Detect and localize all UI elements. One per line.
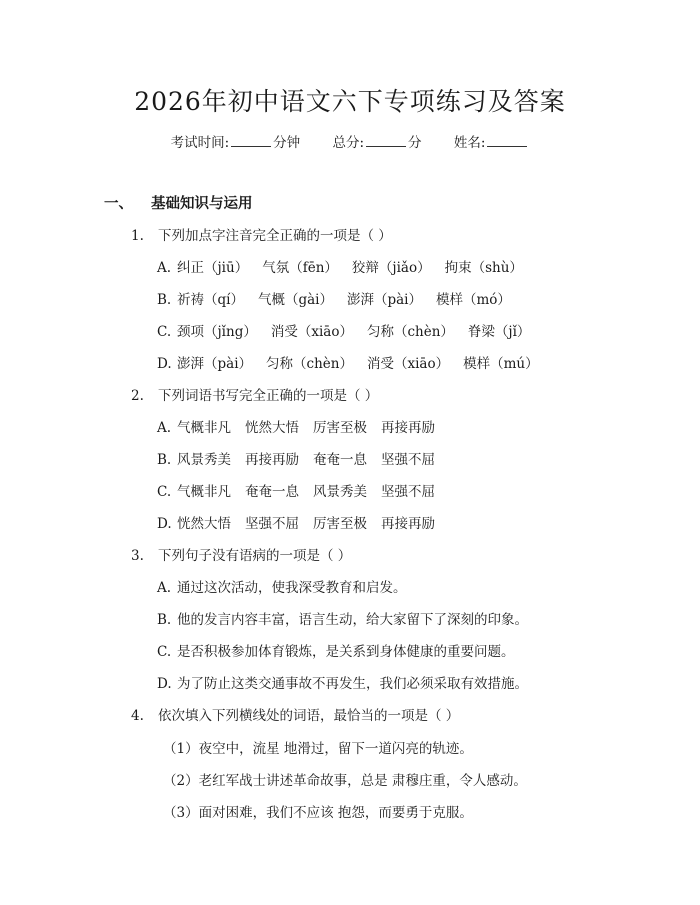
total-score-blank bbox=[366, 134, 406, 147]
option-text: 通过这次活动，使我深受教育和启发。 bbox=[177, 580, 407, 596]
option-letter: A. bbox=[157, 260, 172, 276]
question-number: 2. bbox=[131, 388, 144, 404]
option-word: 匀称（chèn） bbox=[366, 324, 454, 340]
q2-option-d bbox=[157, 512, 449, 532]
option-word: 气概（gài） bbox=[257, 292, 333, 308]
option-word: 模样（mú） bbox=[463, 356, 539, 372]
question-3 bbox=[131, 544, 351, 564]
option-word: 脊梁（jǐ） bbox=[467, 324, 531, 340]
option-letter: A. bbox=[157, 420, 172, 436]
question-4 bbox=[131, 704, 459, 724]
option-word: 澎湃（pài） bbox=[346, 292, 422, 308]
question-number: 3. bbox=[131, 548, 144, 564]
name-blank bbox=[487, 134, 527, 147]
total-score-field bbox=[332, 135, 425, 151]
option-word: 气概非凡 bbox=[177, 484, 231, 500]
exam-time-blank bbox=[231, 134, 271, 147]
exam-time-field bbox=[171, 135, 305, 151]
option-word: 坚强不屈 bbox=[381, 452, 435, 468]
q3-option-a bbox=[157, 576, 407, 596]
option-letter: C. bbox=[157, 324, 172, 340]
q1-option-c bbox=[157, 320, 544, 340]
question-number: 4. bbox=[131, 708, 144, 724]
q4-item-3: （3）面对困难，我们不应该 抱怨，而要勇于克服。 bbox=[163, 805, 473, 821]
option-word: 奄奄一息 bbox=[245, 484, 299, 500]
option-word: 风景秀美 bbox=[313, 484, 367, 500]
section-heading bbox=[104, 192, 253, 213]
q1-option-a bbox=[157, 256, 537, 276]
q2-option-b bbox=[157, 448, 449, 468]
option-word: 厉害至极 bbox=[313, 516, 367, 532]
option-letter: B. bbox=[157, 612, 172, 628]
option-letter: B. bbox=[157, 452, 172, 468]
section-title: 基础知识与运用 bbox=[151, 195, 253, 212]
option-text: 他的发言内容丰富，语言生动，给大家留下了深刻的印象。 bbox=[177, 612, 528, 628]
option-word: 奄奄一息 bbox=[313, 452, 367, 468]
question-text: 下列加点字注音完全正确的一项是（ ） bbox=[158, 228, 392, 244]
option-word: 气氛（fēn） bbox=[262, 260, 338, 276]
option-word: 匀称（chèn） bbox=[266, 356, 353, 372]
question-text: 依次填入下列横线处的词语，最恰当的一项是（ ） bbox=[158, 708, 460, 724]
q3-option-b bbox=[157, 608, 528, 628]
q2-option-a bbox=[157, 416, 449, 436]
option-letter: C. bbox=[157, 484, 172, 500]
question-text: 下列词语书写完全正确的一项是（ ） bbox=[158, 388, 379, 404]
option-letter: C. bbox=[157, 644, 172, 660]
option-word: 再接再励 bbox=[245, 452, 299, 468]
question-2 bbox=[131, 384, 378, 404]
q4-item-2: （2）老红军战士讲述革命故事，总是 肃穆庄重，令人感动。 bbox=[163, 773, 527, 789]
option-word: 拘束（shù） bbox=[444, 260, 523, 276]
section-number: 一、 bbox=[104, 195, 133, 212]
q1-option-d bbox=[157, 352, 553, 372]
option-word: 消受（xiāo） bbox=[270, 324, 353, 340]
option-word: 颈项（jǐng） bbox=[177, 324, 257, 340]
option-word: 坚强不屈 bbox=[381, 484, 435, 500]
q1-option-b bbox=[157, 288, 525, 308]
option-letter: D. bbox=[157, 356, 172, 372]
total-score-label: 总分: bbox=[332, 135, 365, 151]
option-text: 为了防止这类交通事故不再发生，我们必须采取有效措施。 bbox=[177, 676, 528, 692]
option-word: 澎湃（pài） bbox=[177, 356, 253, 372]
total-score-unit: 分 bbox=[408, 135, 422, 151]
option-word: 纠正（jiū） bbox=[177, 260, 249, 276]
option-word: 祈祷（qí） bbox=[177, 292, 244, 308]
option-letter: A. bbox=[157, 580, 172, 596]
q3-option-d bbox=[157, 672, 528, 692]
q2-option-c bbox=[157, 480, 449, 500]
page-title: 2026年初中语文六下专项练习及答案 bbox=[134, 87, 566, 116]
option-text: 是否积极参加体育锻炼，是关系到身体健康的重要问题。 bbox=[177, 644, 515, 660]
option-letter: D. bbox=[157, 676, 172, 692]
option-word: 再接再励 bbox=[381, 516, 435, 532]
option-word: 模样（mó） bbox=[436, 292, 511, 308]
option-word: 狡辩（jiǎo） bbox=[351, 260, 431, 276]
option-word: 风景秀美 bbox=[177, 452, 231, 468]
question-text: 下列句子没有语病的一项是（ ） bbox=[158, 548, 352, 564]
option-letter: D. bbox=[157, 516, 172, 532]
option-word: 恍然大悟 bbox=[245, 420, 299, 436]
exam-time-unit: 分钟 bbox=[273, 135, 301, 151]
option-word: 消受（xiāo） bbox=[366, 356, 450, 372]
q4-item-1: （1）夜空中，流星 地滑过，留下一道闪亮的轨迹。 bbox=[163, 741, 473, 757]
option-word: 厉害至极 bbox=[313, 420, 367, 436]
question-1 bbox=[131, 224, 392, 244]
question-number: 1. bbox=[131, 228, 144, 244]
exam-info bbox=[0, 131, 700, 151]
name-field bbox=[454, 135, 530, 151]
option-word: 再接再励 bbox=[381, 420, 435, 436]
name-label: 姓名: bbox=[453, 135, 486, 151]
option-word: 气概非凡 bbox=[177, 420, 231, 436]
exam-time-label: 考试时间: bbox=[170, 135, 230, 151]
option-word: 恍然大悟 bbox=[177, 516, 231, 532]
option-word: 坚强不屈 bbox=[245, 516, 299, 532]
option-letter: B. bbox=[157, 292, 172, 308]
q3-option-c bbox=[157, 640, 515, 660]
